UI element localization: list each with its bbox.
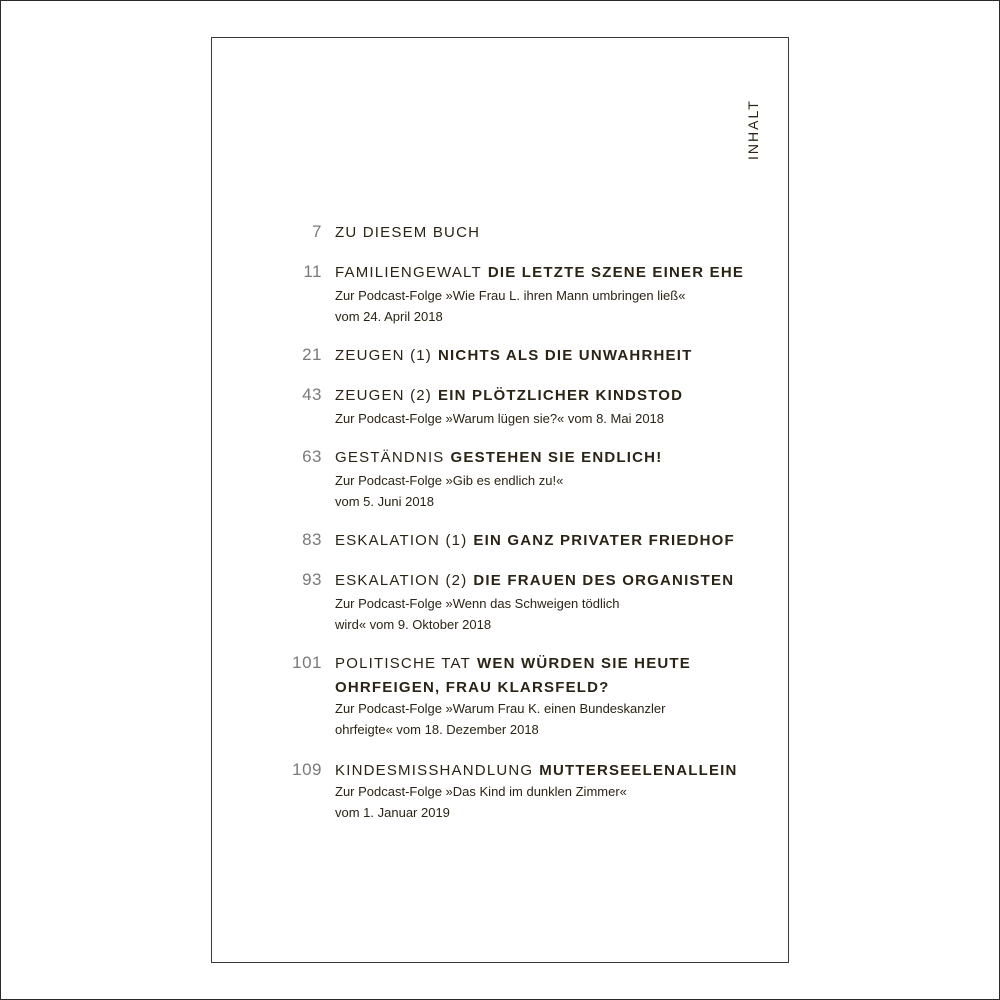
- entry-heading: [335, 655, 691, 672]
- entry-category: POLITISCHE TAT: [335, 655, 471, 672]
- entry-subline: vom 24. April 2018: [335, 309, 443, 324]
- entry-subline: wird« vom 9. Oktober 2018: [335, 617, 492, 632]
- page-number: 11: [303, 262, 322, 281]
- entry-subline: vom 5. Juni 2018: [335, 494, 435, 509]
- page-number: 63: [302, 447, 322, 466]
- entry-heading: [335, 532, 735, 549]
- entry-category: ZU DIESEM BUCH: [335, 224, 481, 241]
- page-number: 43: [302, 385, 322, 404]
- page-number: 21: [302, 345, 322, 364]
- entry-subline: ohrfeigte« vom 18. Dezember 2018: [335, 722, 539, 737]
- entry-heading: [335, 224, 480, 241]
- page-number: 101: [292, 653, 322, 672]
- entry-category: ESKALATION (1): [335, 532, 468, 549]
- entry-heading-continued: [335, 679, 610, 696]
- entry-heading: [335, 387, 683, 404]
- entry-title: MUTTERSEELENALLEIN: [539, 762, 738, 779]
- entry-title: EIN GANZ PRIVATER FRIEDHOF: [473, 532, 735, 549]
- entry-heading: [335, 572, 734, 589]
- entry-subline: vom 1. Januar 2019: [335, 805, 450, 820]
- book-page: [211, 37, 789, 963]
- entry-title: DIE LETZTE SZENE EINER EHE: [487, 264, 745, 281]
- page-number: 109: [292, 760, 322, 779]
- entry-title: WEN WÜRDEN SIE HEUTE: [477, 655, 692, 672]
- entry-subline: Zur Podcast-Folge »Wie Frau L. ihren Mann umbringen ließ«: [335, 288, 686, 303]
- entry-title: NICHTS ALS DIE UNWAHRHEIT: [438, 347, 693, 364]
- entry-subline: Zur Podcast-Folge »Das Kind im dunklen Zimmer«: [335, 784, 627, 799]
- entry-category: FAMILIENGEWALT: [335, 264, 482, 281]
- entry-category: ZEUGEN (2): [335, 387, 433, 404]
- page-number: 93: [302, 570, 322, 589]
- entry-subline: Zur Podcast-Folge »Warum lügen sie?« vom 8. Mai 2018: [335, 411, 665, 426]
- entry-title: EIN PLÖTZLICHER KINDSTOD: [438, 387, 684, 404]
- entry-heading: [335, 762, 738, 779]
- entry-category: KINDESMISSHANDLUNG: [335, 762, 534, 779]
- entry-subline: Zur Podcast-Folge »Warum Frau K. einen Bundeskanzler: [335, 701, 666, 716]
- entry-title: OHRFEIGEN, FRAU KLARSFELD?: [335, 679, 610, 696]
- entry-title: GESTEHEN SIE ENDLICH!: [450, 449, 663, 466]
- entry-subline: Zur Podcast-Folge »Gib es endlich zu!«: [335, 473, 564, 488]
- entry-heading: [335, 264, 744, 281]
- entry-heading: [335, 449, 662, 466]
- entry-title: DIE FRAUEN DES ORGANISTEN: [473, 572, 735, 589]
- entry-category: GESTÄNDNIS: [335, 449, 445, 466]
- entry-category: ZEUGEN (1): [335, 347, 433, 364]
- entry-category: ESKALATION (2): [335, 572, 468, 589]
- page-number: 7: [312, 222, 322, 241]
- entry-heading: [335, 347, 692, 364]
- page-number: 83: [302, 530, 322, 549]
- section-label: INHALT: [745, 99, 761, 160]
- entry-subline: Zur Podcast-Folge »Wenn das Schweigen tödlich: [335, 596, 620, 611]
